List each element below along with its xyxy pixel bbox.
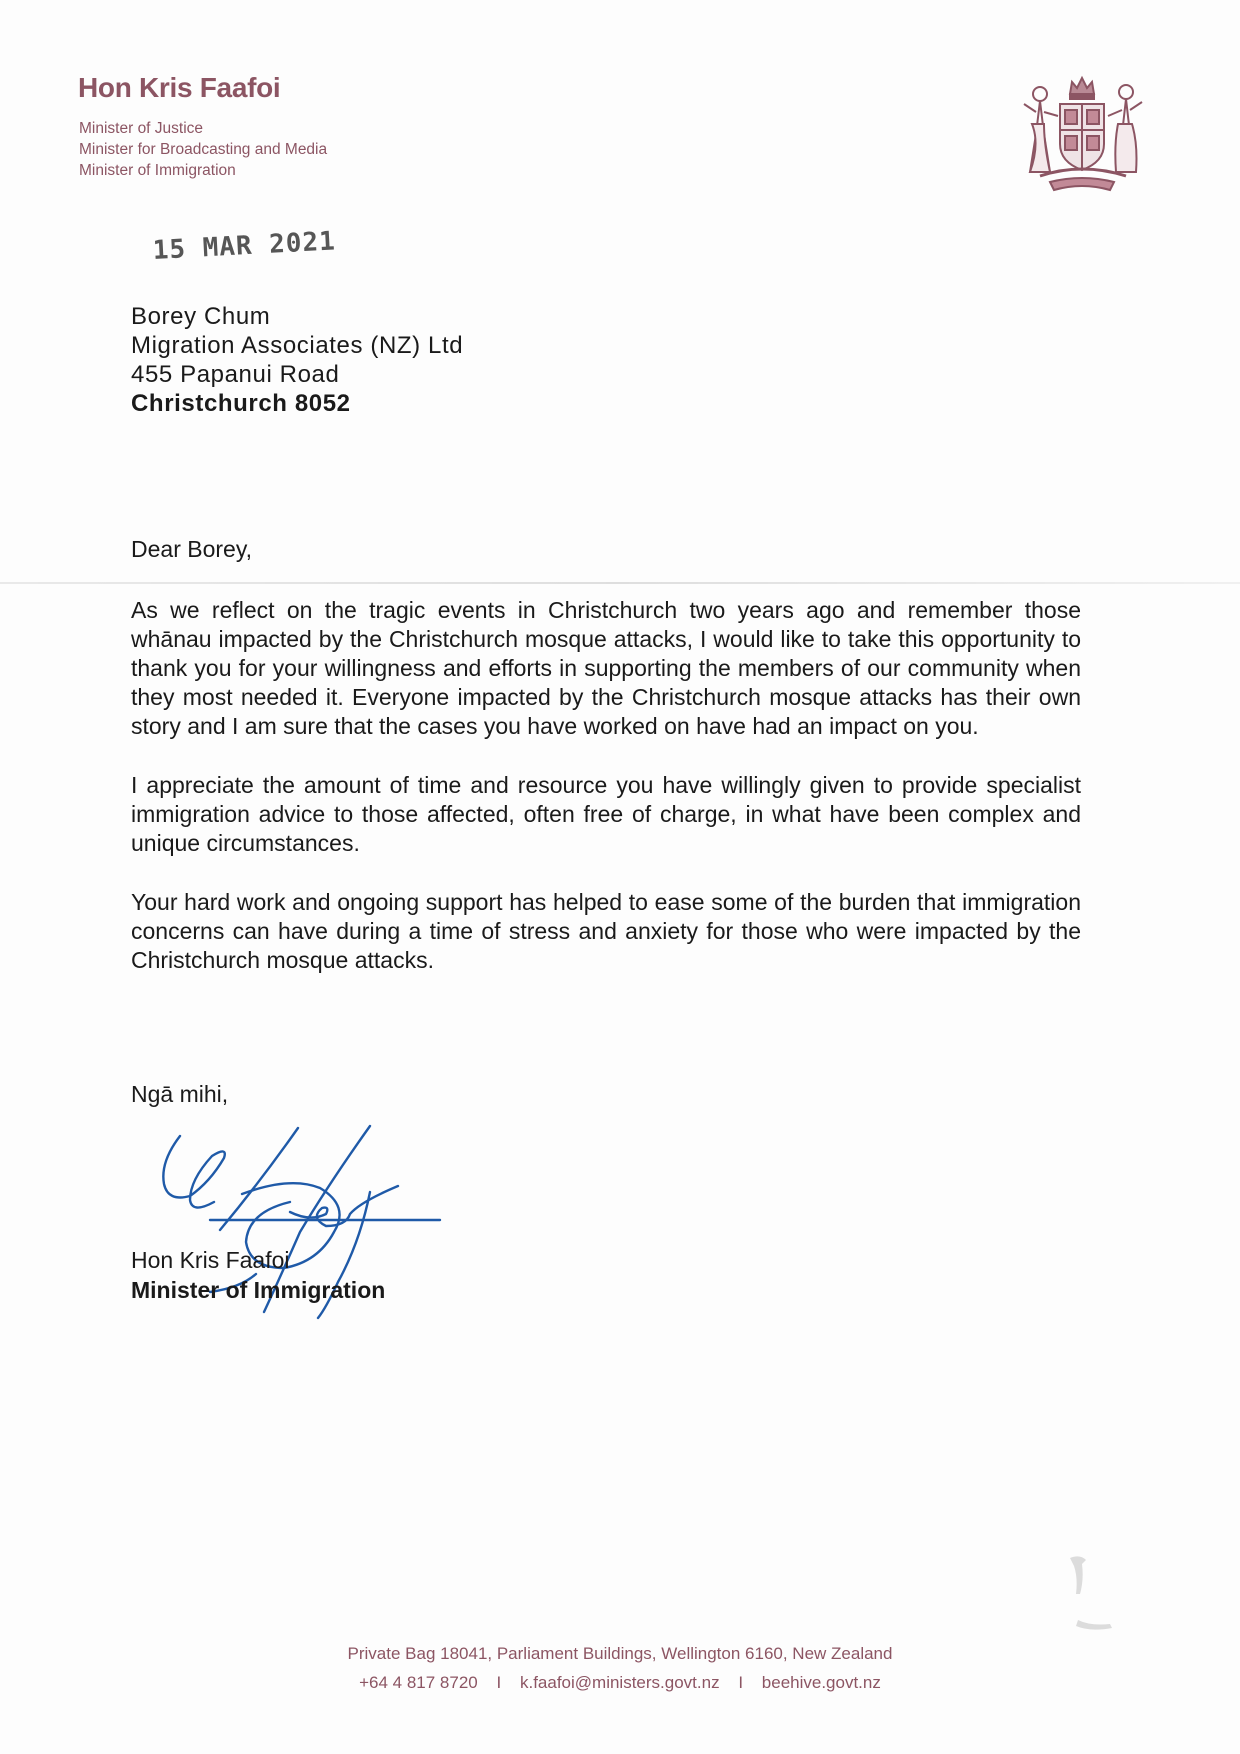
footer-contacts bbox=[0, 1672, 1240, 1694]
footer-address: Private Bag 18041, Parliament Buildings, Wellington 6160, New Zealand bbox=[347, 1644, 893, 1663]
recipient-street: 455 Papanui Road bbox=[131, 361, 340, 388]
letterhead-roles bbox=[79, 118, 327, 181]
letterhead-name: Hon Kris Faafoi bbox=[78, 72, 281, 103]
recipient-company: Migration Associates (NZ) Ltd bbox=[131, 332, 464, 359]
signer-block bbox=[131, 1246, 385, 1305]
recipient-address bbox=[131, 302, 463, 418]
body-paragraph: As we reflect on the tragic events in Christchurch two years ago and remember those whānau impacted by the Christchurch mosque attacks, I would like to take this opportunity to thank you for your willingness and efforts in supporting the members of our community when they most needed it. Everyone impacted by the Christchurch mosque attacks has their own story and I am sure that the cases you have worked on have had an impact on you. bbox=[131, 597, 1081, 739]
signer-title: Minister of Immigration bbox=[131, 1277, 386, 1303]
letter-footer bbox=[0, 1643, 1240, 1694]
nz-coat-of-arms-icon bbox=[1010, 64, 1155, 194]
footer-email: k.faafoi@ministers.govt.nz bbox=[519, 1673, 720, 1692]
letterhead-role: Minister for Broadcasting and Media bbox=[79, 141, 328, 158]
recipient-name: Borey Chum bbox=[131, 303, 271, 330]
letter-body bbox=[131, 596, 1081, 1005]
footer-phone: +64 4 817 8720 bbox=[359, 1673, 478, 1692]
footer-separator: I bbox=[738, 1673, 744, 1692]
footer-website: beehive.govt.nz bbox=[761, 1673, 881, 1692]
signer-name: Hon Kris Faafoi bbox=[131, 1247, 290, 1273]
body-paragraph: Your hard work and ongoing support has helped to ease some of the burden that immigration concerns can have during a time of stress and anxiety for those who were impacted by the Christchurch mosque attacks. bbox=[131, 889, 1081, 973]
scan-smudge bbox=[1060, 1550, 1130, 1640]
date-stamp: 15 MAR 2021 bbox=[152, 226, 337, 266]
closing: Ngā mihi, bbox=[131, 1081, 229, 1107]
letterhead-role: Minister of Justice bbox=[79, 120, 204, 137]
salutation: Dear Borey, bbox=[131, 536, 253, 562]
letterhead-role: Minister of Immigration bbox=[79, 162, 236, 179]
recipient-city: Christchurch 8052 bbox=[131, 390, 351, 417]
body-paragraph: I appreciate the amount of time and resource you have willingly given to provide specialist immigration advice to those affected, often free of charge, in what have been complex and unique circumstances. bbox=[131, 772, 1081, 856]
paper-fold-line bbox=[0, 582, 1240, 584]
footer-separator: I bbox=[496, 1673, 502, 1692]
